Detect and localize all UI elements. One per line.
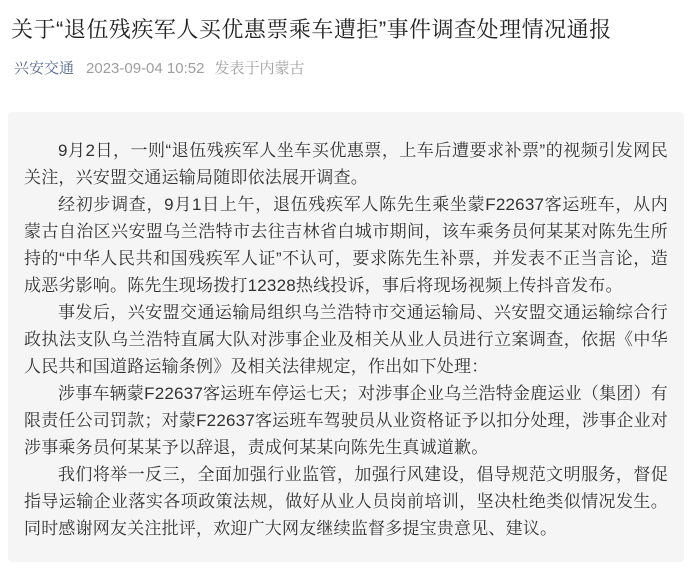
article-paragraph: 我们将举一反三，全面加强行业监管，加强行风建设，倡导规范文明服务，督促指导运输企业落实各项政策法规，做好从业人员岗前培训，坚决杜绝类似情况发生。同时感谢网友关注批评，欢迎广大网友继续监督多提宝贵意见、建议。 <box>24 464 668 538</box>
article-page <box>0 15 691 588</box>
publish-time: 2023-09-04 10:52 <box>86 59 205 77</box>
account-name-link[interactable]: 兴安交通 <box>14 59 75 77</box>
article-meta <box>14 59 679 79</box>
publish-location: 发表于内蒙古 <box>214 59 305 77</box>
article-paragraph: 9月2日，一则“退伍残疾军人坐车买优惠票，上车后遭要求补票”的视频引发网民关注，兴安盟交通运输局随即依法展开调查。 <box>24 140 668 187</box>
article-paragraph: 事发后，兴安盟交通运输局组织乌兰浩特市交通运输局、兴安盟交通运输综合行政执法支队乌兰浩特直属大队对涉事企业及相关从业人员进行立案调查，依据《中华人民共和国道路运输条例》及相关法律规定，作出如下处理： <box>24 302 668 376</box>
article-paragraph: 涉事车辆蒙F22637客运班车停运七天；对涉事企业乌兰浩特金鹿运业（集团）有限责任公司罚款；对蒙F22637客运班车驾驶员从业资格证予以扣分处理，涉事企业对涉事乘务员何某某予以辞退，责成何某某向陈先生真诚道歉。 <box>24 383 668 457</box>
notice-card <box>8 112 684 562</box>
article-paragraph: 经初步调查，9月1日上午，退伍残疾军人陈先生乘坐蒙F22637客运班车，从内蒙古自治区兴安盟乌兰浩特市去往吉林省白城市期间，该车乘务员何某某对陈先生所持的“中华人民共和国残疾军人证”不认可，要求陈先生补票，并发表不正当言论，造成恶劣影响。陈先生现场拨打12328热线投诉，事后将现场视频上传抖音发布。 <box>24 194 668 295</box>
article-title: 关于“退伍残疾军人买优惠票乘车遭拒”事件调查处理情况通报 <box>11 17 612 42</box>
